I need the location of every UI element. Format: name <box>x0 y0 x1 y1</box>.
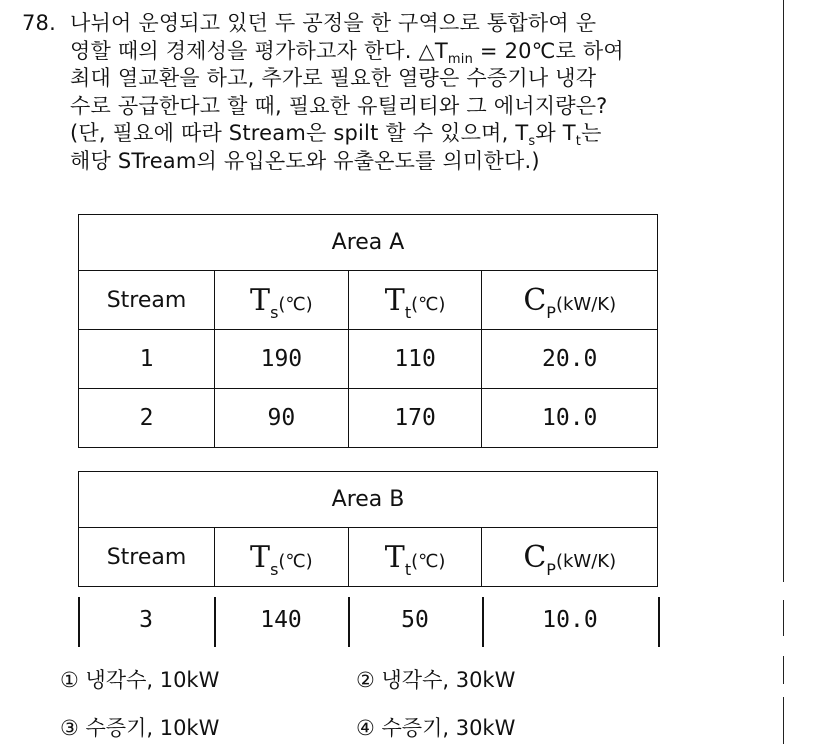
area-a-row2-tt: 170 <box>348 389 482 448</box>
options-clipped <box>60 668 760 692</box>
option-1[interactable]: ① 냉각수, 10kW <box>60 668 220 692</box>
area-a-row1-cp: 20.0 <box>482 330 658 389</box>
question-line-1: 나뉘어 운영되고 있던 두 공정을 한 구역으로 통합하여 운 <box>70 11 597 35</box>
question-line-6: 해당 STream의 유입온도와 유출온도를 의미한다.) <box>70 148 540 173</box>
question-line-3: 최대 열교환을 하고, 추가로 필요한 열량은 수증기나 냉각 <box>70 66 597 90</box>
area-a-row1-tt: 110 <box>348 330 482 389</box>
area-b-header-stream: Stream <box>79 528 215 587</box>
question-line-4: 수로 공급한다고 할 때, 필요한 유틸리티와 그 에너지량은? <box>70 93 608 118</box>
margin-line-bottom <box>783 697 784 744</box>
area-a-row1-ts: 190 <box>215 330 349 389</box>
area-b-header-tt: $T_t(℃)$ <box>348 528 482 587</box>
question-text <box>22 10 782 175</box>
area-b-header-ts: $T_s(℃)$ <box>215 528 349 587</box>
margin-line-top <box>783 0 784 582</box>
option-3[interactable]: ③ 수증기, 10kW <box>60 716 220 740</box>
area-b-table <box>78 471 658 587</box>
area-a-row2-cp: 10.0 <box>482 389 658 448</box>
area-a-table <box>78 214 658 448</box>
area-a-row1-stream: 1 <box>79 330 215 389</box>
margin-line-mid <box>783 600 784 636</box>
row-divider <box>658 597 660 647</box>
area-b-table-clip <box>78 471 660 581</box>
option-2[interactable]: ② 냉각수, 30kW <box>356 668 516 692</box>
option-4[interactable]: ④ 수증기, 30kW <box>356 716 516 740</box>
area-a-header-tt: $T_t(℃)$ <box>348 271 482 330</box>
area-a-header-stream: Stream <box>79 271 215 330</box>
table-row <box>79 389 658 448</box>
area-a-row2-ts: 90 <box>215 389 349 448</box>
question-number: 78. <box>22 11 56 35</box>
margin-line-low <box>783 656 784 684</box>
area-b-row3-tt: 50 <box>401 607 429 633</box>
area-b-row3-stream: 3 <box>139 607 153 633</box>
table-row <box>79 330 658 389</box>
area-b-row3-cp: 10.0 <box>542 607 598 633</box>
area-a-title: Area A <box>79 215 658 271</box>
area-a-header-cp: $C_P(kW/K)$ <box>482 271 658 330</box>
area-b-header-cp: $C_P(kW/K)$ <box>482 528 658 587</box>
area-b-row <box>78 597 660 647</box>
question-line-5: (단, 필요에 따라 Stream은 spilt 할 수 있으며, $T_s$와 $T_t$는 <box>70 121 602 150</box>
area-a-row2-stream: 2 <box>79 389 215 448</box>
question-line-2: 영할 때의 경제성을 평가하고자 한다. $\triangle T_{min}$ = 20℃로 하여 <box>70 38 624 67</box>
area-b-row3-ts: 140 <box>260 607 302 633</box>
area-b-title: Area B <box>79 472 658 528</box>
area-a-header-ts: $T_s(℃)$ <box>215 271 349 330</box>
